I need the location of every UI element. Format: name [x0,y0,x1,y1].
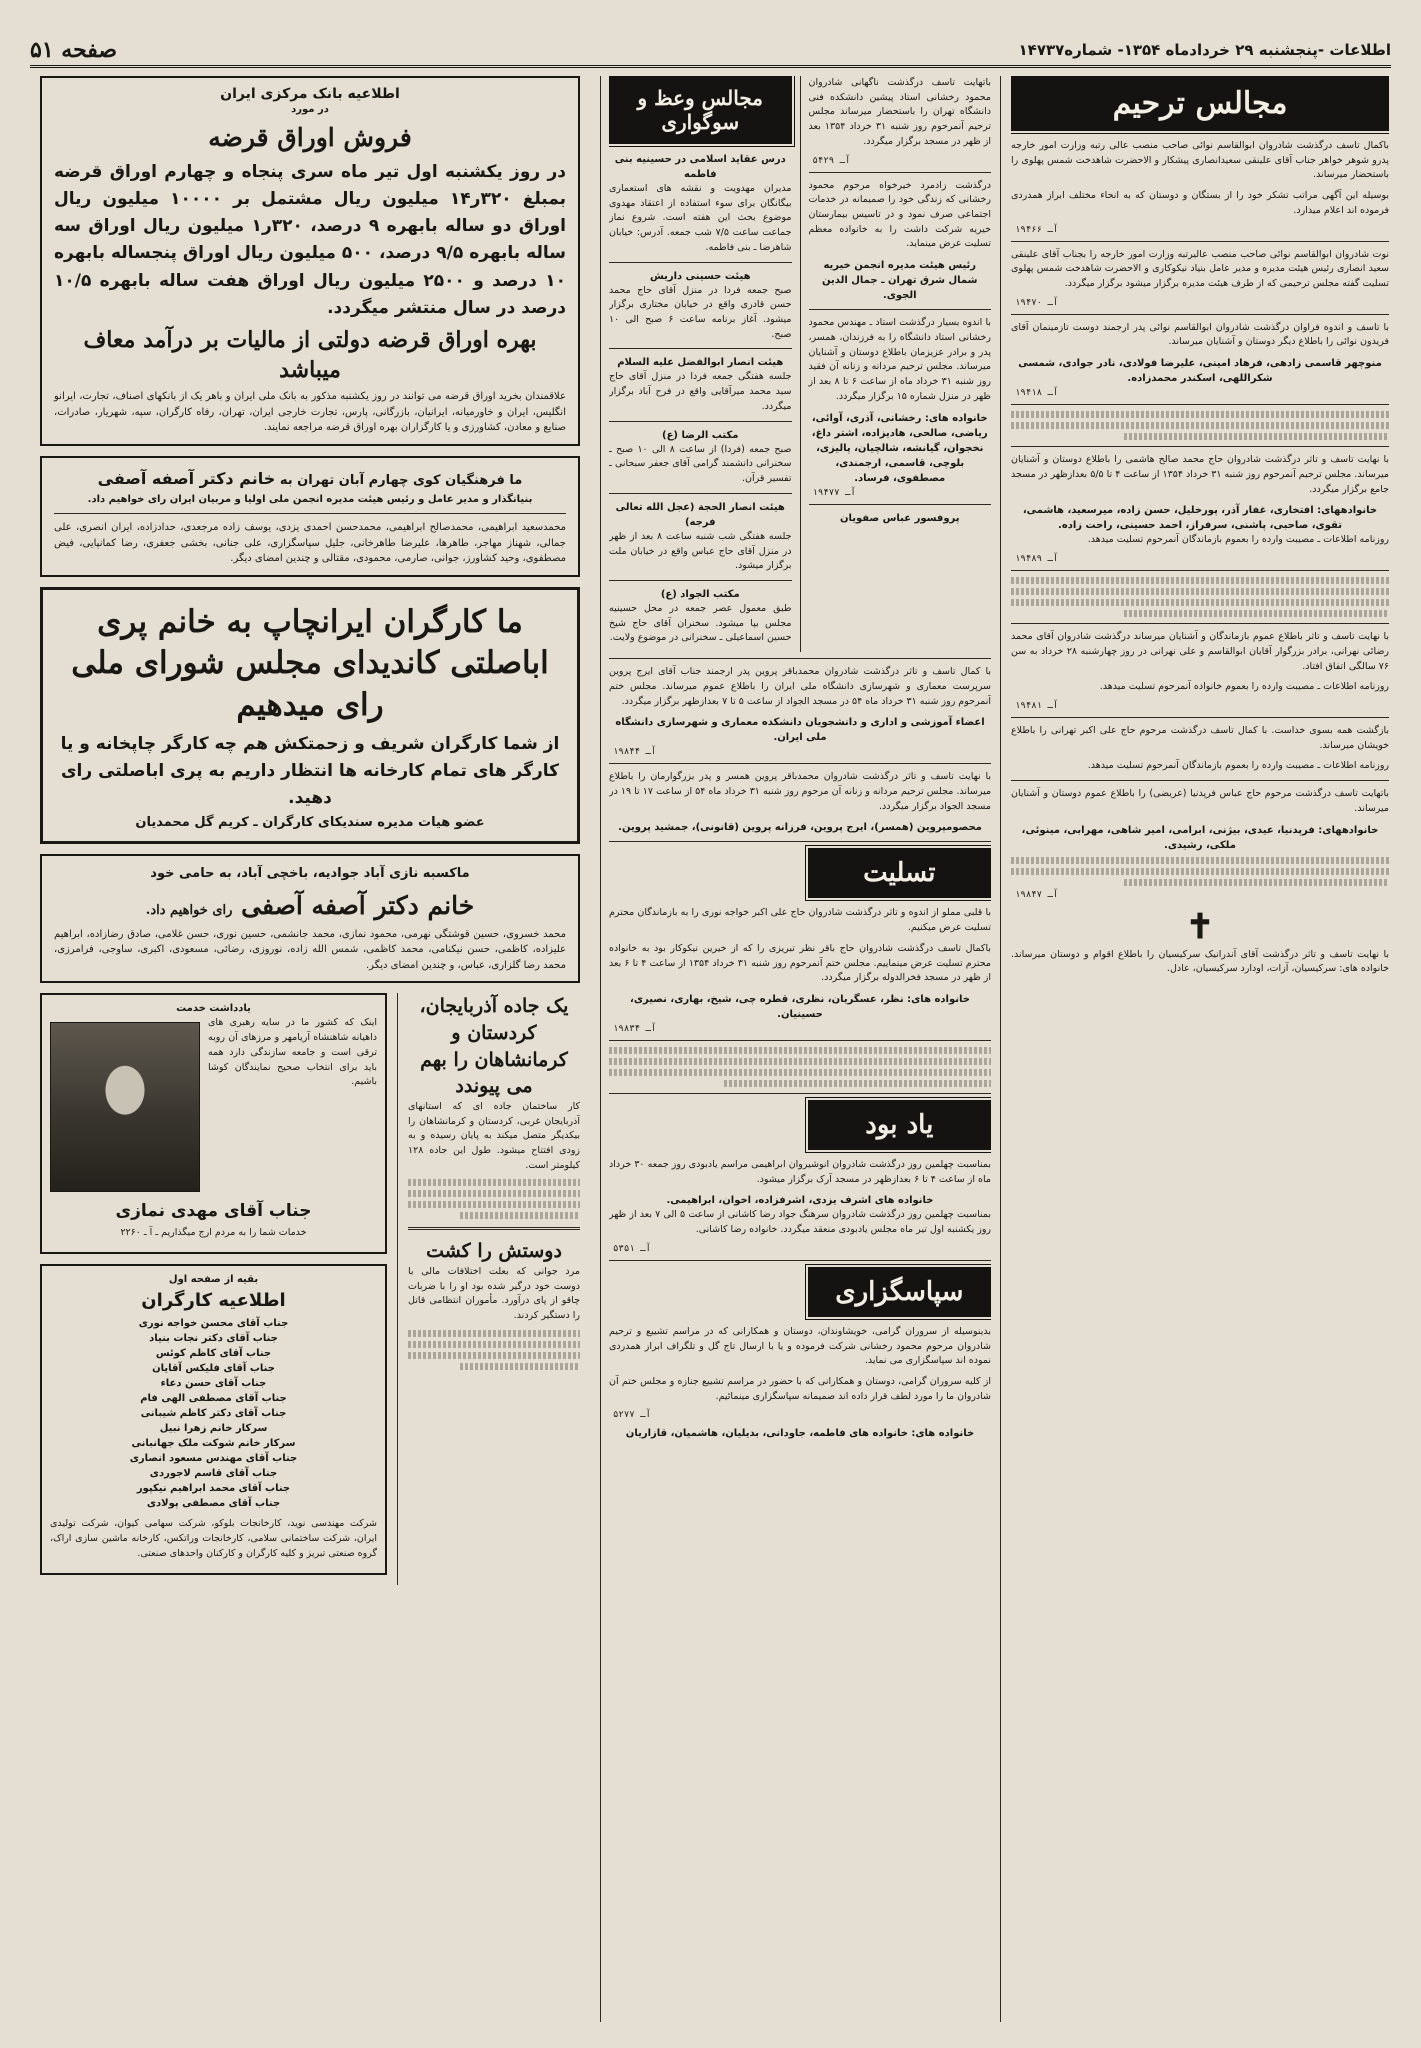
vaz-body: مدیران مهدویت و نقشه های استعماری بیگانگان برای سوء استفاده از اعتقاد مهدوی موضوع بحث این هفته است. شروع نماز جماعت ساعت ۷/۵ شب جمعه. آدرس: خیابان شاهرضا ـ بنی فاطمه. [609,183,792,253]
workers-notice [40,1264,387,1575]
notice-code: آـ ۱۹۴۱۸ [1015,388,1059,399]
divider [609,658,991,659]
notice-text: با قلبی مملو از اندوه و تاثر درگذشت شادروان حاج علی اکبر خواجه نوری را به بازماندگان محترم تسلیت عرض میکنیم. [609,907,991,934]
notice-names: خانوادههای: افتخاری، غفار آذر، پورخلیل، حسن زاده، میرسعید، هاشمی، تقوی، صاحبی، پاشنی، سرفراز، احمد حسینی، راحت زاده. [1022,505,1378,532]
text-line [1124,433,1389,440]
divider [1011,717,1389,718]
notice-body: شرکت مهندسی نوید، کارخانجات بلوکو، شرکت سهامی کیوان، شرکت تولیدی ایران، شرکت ساختمانی سلامی، کارخانجات وراتکس، کارخانه ماشین سازی اراک، گروه صنعتی تبریز و کلیه کارگران و کارکنان واحدهای صنعتی. [50,1518,377,1559]
notice-names: محصومپروین (همسر)، ایرج پروین، فرزانه پروین (قانونی)، جمشید پروین. [618,822,982,834]
column-rule [600,76,601,2022]
text-line [1124,610,1389,617]
page-number: صفحه ۵۱ [30,36,118,63]
ads-sub [40,993,387,1585]
vaz-head: مکتب الرضا (ع) [662,429,739,441]
divider [609,262,792,263]
divider [609,1260,991,1261]
ads-column [40,76,580,2022]
text-line [1124,879,1389,886]
text-line [408,1201,580,1208]
vaz-body: صبح جمعه (فردا) از ساعت ۸ الی ۱۰ صبح ـ سخنرانی دانشمند گرامی آقای جعفر سبحانی ـ تفسیر قرآن. [609,443,792,485]
tarhim-column [1011,76,1389,2022]
vaz-body: طبق معمول عصر جمعه در محل حسینیه مجلس بپا میشود. سخنران آقای حاج شیخ حسین اسماعیلی ـ سخنرانی در موضوع ولایت. [609,602,792,644]
notice-text: درگذشت زادمرد خیرخواه مرحوم محمود رخشانی که زندگی خود را صمیمانه در خدمات اجتماعی صرف نمود و در تاسیس بیمارستان خیریه شرکت داشت را به خانواده معظم تسلیت عرض مینماید. [808,179,991,250]
notice-code: آـ ۱۹۸۳۴ [613,1024,657,1034]
issue-line: اطلاعات -پنجشنبه ۲۹ خردادماه ۱۳۵۴- شماره۱۴۷۳۷ [1018,40,1391,59]
text-line [1011,577,1389,584]
notice-name: جناب آقای حسن دعاء [160,1378,267,1390]
divider [609,493,792,494]
notice-title: اطلاعیه کارگران [141,1290,286,1312]
notice-sign: رئیس هیئت مدیره انجمن خیریه شمال شرق تهران ـ جمال الدین الجوی. [822,260,978,302]
portrait-photo [50,1022,200,1192]
vaz-banner: مجالس وعظ و سوگواری [609,76,792,144]
ad-body: بنیانگذار و مدیر عامل و رئیس هیئت مدیره انجمن ملی اولیا و مربیان ایران رای خواهیم داد. [87,493,533,505]
notice-code: آـ ۱۹۸۴۷ [1015,889,1059,900]
ad-sign: عضو هیات مدیره سندیکای کارگران ـ کریم گل محمدیان [135,814,485,830]
notice-names: منوچهر قاسمی زادهی، فرهاد امینی، علیرضا فولادی، نادر جوادی، شمسی شکراللهی، اسکندر محمدزاده. [1018,358,1382,385]
notice-sign: اعضاء آموزشی و اداری و دانشجویان دانشکده معماری و شهرسازی دانشگاه ملی ایران. [615,717,985,744]
text-line [1011,422,1389,429]
divider [1011,446,1389,447]
text-line [609,1069,991,1076]
notice-names: خانواده های: نظر، عسگریان، نظری، قطره چی، شیخ، بهاری، نصیری، حسینیان. [630,994,970,1020]
vaz-body: جلسه هفتگی شب شنبه ساعت ۸ بعد از ظهر در منزل آقای حاج عباس واقع در خیابان ملت برگزار میشود. [609,530,792,572]
notice-text: بدینوسیله از سروران گرامی، خویشاوندان، دوستان و همکارانی که در مراسم تشییع و ترحیم شادروان مرحوم محمود رخشانی شرکت فرموده و یا با ارسال تاج گل و تلگراف ابراز همدردی نموده اند سپاسگزاری می نماید. [609,1325,991,1367]
notice-code: آـ ۵۲۷۷ [613,1410,651,1421]
notice-code: آـ ۱۹۸۴۴ [613,747,657,758]
news-headline: یک جاده آذربایجان، کردستان و کرمانشاهان را بهم می پیوندد [419,995,569,1098]
notice-name: جناب آقای محسن خواجه نوری [138,1318,289,1330]
divider [1011,780,1389,781]
ad-title: اطلاعیه بانک مرکزی ایران [220,86,400,102]
notice-text: باکمال تاسف درگذشت شادروان حاج باقر نظر تبریزی را که از خیرین نیکوکار بود به خانواده محترم تسلیت عرض مینماییم. مجلس ختم آنمرحوم روز شنبه ۳۱ خرداد ۱۳۵۴ از ساعت ۴ تا ۶ بعد از ظهر در مسجد فخرالدوله برگزار میگردد. [609,942,991,984]
notice-code: آـ ۱۹۴۷۰ [1015,297,1059,308]
sepas-banner: سپاسگزاری [808,1267,991,1317]
notice-text: روزنامه اطلاعات ـ مصیبت وارده را بعموم خانواده آنمرحوم تسلیت میدهد. [1099,681,1389,693]
divider [809,172,992,173]
notice-text: بوسیله این آگهی مراتب تشکر خود را از بستگان و دوستان که به انحاء مختلف ابراز همدردی فرموده اند اعلام میدارد. [1011,190,1389,216]
text-line [460,1363,580,1370]
divider [609,841,991,842]
text-line [408,1179,580,1186]
notice-name: جناب آقای قاسم لاجوردی [149,1468,278,1480]
text-line [408,1352,580,1359]
notice-text: از کلیه سروران گرامی، دوستان و همکارانی که با حضور در مراسم تشییع جنازه و مجلس ختم آن شادروان ما را مورد لطف قرار داده اند صمیمانه سپاسگزاری مینمائیم. [609,1376,991,1402]
notice-name: جناب آقای محمد ابراهیم نیکپور [136,1483,291,1495]
news-sub [408,993,580,1585]
namazi-ad [40,993,387,1254]
notice-names: خانواده های: رخشانی، آذری، آوائی، ریاضی، صالحی، هادیزاده، اشتر داغ، نخجوان، گیانشه، شالچیان، پالیزی، بلوچی، قاسمی، ارجمندی، مصطفوی، فرساد. [811,412,988,484]
vaz-head: مکتب الجواد (ع) [660,588,740,600]
news-headline: دوستش را کشت [426,1240,562,1263]
vaz-body: صبح جمعه فردا در منزل آقای حاج محمد حسن قادری واقع در خیابان مختاری برگزار میشود. آغاز برنامه ساعت ۶ صبح الی ۱۰ صبح. [609,284,792,340]
ad-sub: در مورد [291,104,329,115]
ad-caption: یادداشت خدمت [176,1003,251,1015]
notice-text: نوت شادروان ابوالقاسم نوائی صاحب منصب عالیرتبه وزارت امور خارجه را بجناب آقای علینقی سعید انصاری رئیس هیئت مدیره و مدیر عامل بنیاد نیکوکاری و الاحضرت شاهدخت شمس پهلوی تسلیت گفته مجلس ترحیمی که از طرف هیئت مدیره برگزار میشود برگزار میگردد. [1011,248,1389,290]
tasliat-banner: تسلیت [808,848,991,898]
middle-column [609,76,991,2022]
text-line [408,1341,580,1348]
notice-name: جناب آقای دکتر نجات بنیاد [149,1333,278,1345]
notice-names: خانواده های: خانواده های فاطمه، جاودانی، بدیلیان، هاشمیان، قازاریان [625,1428,975,1440]
text-line [408,1330,580,1337]
vaz-head: هیئت انصار ابوالفضل علیه السلام [617,357,784,369]
divider [1011,314,1389,315]
yadbud-banner: یاد بود [808,1100,991,1150]
notice-name: سرکار خانم شوکت ملک جهانبانی [131,1438,296,1450]
divider [609,580,792,581]
notice-text: با نهایت تاسف و تاثر درگذشت آقای آندرانیک سرکیسیان را باطلاع اقوام و دوستان میرساند. خانواده های: سرکیسیان، آزات، اودارد سرکیسیان، عادل. [1011,948,1389,975]
notice-text: باکمال تاسف درگذشت شادروان ابوالقاسم نوائی صاحب منصب عالی رتبه وزارت امور خارجه پدرو شوهر خواهر جناب آقای علینقی سعیدانصاری پیشکار و الاحضرت شاهدخت شمس پهلوی را باستحضار میرساند. [1011,140,1389,181]
divider [408,1227,580,1230]
candidate-name: خانم دکتر آصفه آصفی [97,468,276,488]
divider [609,421,792,422]
divider [1011,241,1389,242]
ads-bottom-split [40,993,580,1585]
text-line [1011,857,1389,864]
candidate-name: خانم دکتر آصفه آصفی رای خواهیم داد. [145,891,475,921]
cross-icon: ✝ [1185,906,1215,947]
vaz-body: جلسه هفتگی جمعه فردا در منزل آقای حاج سید محمد میرآقایی واقع در فرح آباد برگزار میگردد. [609,371,792,412]
vaz-head: هیئت انصار الحجة (عجل الله تعالی فرجه) [615,501,785,528]
text-line [1011,411,1389,418]
vaz-head: هیئت حسینی داریش [649,270,751,282]
ad-body: در روز یکشنبه اول تیر ماه سری پنجاه و چهارم اوراق قرضه بمبلغ ۳۲۰ر۱۴ میلیون ریال مشتمل بر ۱۰۰۰۰ میلیون ریال اوراق دو ساله بابهره ۹ درصد، ۳۲۰ر۱ میلیون ریال اوراق سه ساله بابهره ۹/۵ درصد، ۵۰۰ میلیون ریال اوراق پنجساله بابهره ۱۰ درصد و ۲۵۰۰ میلیون ریال اوراق هفت ساله بابهره ۱۰/۵ درصد در سال منتشر میگردد. [54,161,566,318]
notice-text: بمناسبت چهلمین روز درگذشت شادروان انوشیروان ابراهیمی مراسم یادبودی روز جمعه ۳۰ خرداد ماه از ساعت ۴ تا ۶ بعدازظهر در مسجد آرک برگزار میشود. [609,1159,991,1185]
text-line [1011,868,1389,875]
workers-ad [40,587,580,845]
ad-foot: علاقمندان بخرید اوراق قرضه می توانند در روز یکشنبه مذکور به بانک ملی ایران و باهر یک از بانکهای اصناف، تجارت، ایرانو انگلیس، ایران و خاورمیانه، ایرانیان، بازرگانی، پارس، تجارت خارجی ایران، تهران، رفاه کارگران، سپه، شهریار، صادرات، صنایع و معادن، کشاورزی و یا کارگزاران بهره اوراق قرضه مراجعه نمایند. [54,391,566,434]
notice-text: بازگشت همه بسوی خداست. با کمال تاسف درگذشت مرحوم حاج علی اکبر تهرانی را باطلاع خویشان میرساند. [1011,724,1389,751]
notice-text: با نهایت تاسف و تاثر درگذشت شادروان حاج محمد صالح هاشمی را باطلاع دوستان و آشنایان میرساند. مجلس ترحیم آنمرحوم روز شنبه ۳۱ خرداد ۱۳۵۴ از ساعت ۴ تا ۵/۵ بعدازظهر در مسجد جامع برگزار میگردد. [1011,454,1389,495]
divider [809,309,992,310]
notice-text: با نهایت تاسف و تاثر درگذشت شادروان محمدباقر پروین همسر و پدر بزرگوارمان را باطلاع میرساند. مجلس ترحیم مردانه و زنانه آن مرحوم روز شنبه ۳۱ خرداد ماه ۵۴ از ساعت ۱۷ تا ۱۹ در مسجد الجواد برگزار میگردد. [609,771,991,812]
notice-name: جناب آقای مهندس مسعود انصاری [129,1453,298,1465]
divider [609,1093,991,1094]
divider [609,1040,991,1041]
news-body: کار ساختمان جاده ای که استانهای آذربایجان غربی، کردستان و کرمانشاهان را بیکدیگر متصل میکند به پایان رسیده و به زودی افتتاح میشود. طول این جاده ۱۲۸ کیلومتر است. [408,1100,580,1171]
text-line [1011,599,1389,606]
notice-sub: بقیه از صفحه اول [168,1274,259,1286]
notice-names: خانواده های اشرف یزدی، اشرفزاده، اخوان، ابراهیمی. [666,1195,934,1207]
ad-headline: ما کارگران ایرانچاپ به خانم پری اباصلتی کاندیدای مجلس شورای ملی رای میدهیم [71,603,549,724]
asefi-ad-2 [40,854,580,983]
notice-text: با تاسف و اندوه فراوان درگذشت شادروان ابوالقاسم نوائی پدر ارجمند دوست تازمینمان آقای فریدون نوائی را باطلاع دیگر دوستان و آشنایان میرساند. [1011,321,1389,348]
candidate-name: جناب آقای مهدی نمازی [115,1201,312,1222]
notice-text: بمناسبت چهلمین روز درگذشت شادروان سرهنگ جواد رضا کاشانی از ساعت ۵ الی ۷ بعد از ظهر روز یکشنبه اول تیر ماه مجلس یادبودی منعقد میگردد. خانواده رضا کاشانی. [609,1209,991,1236]
tarhim-banner: مجالس ترحیم [1011,76,1389,131]
notice-text: روزنامه اطلاعات ـ مصیبت وارده را بعموم بازماندگان آنمرحوم تسلیت میدهد. [1087,760,1389,772]
divider [609,348,792,349]
ad-signatories: محمدسعید ابراهیمی، محمدصالح ابراهیمی، محمدحسن احمدی یزدی، یوسف زاده مرجعدی، حدادزاده، ایران انصری، علی جمالی، شهناز مهاجر، طاهرها، علیرضا طاهرخانی، جلیل سپاسگزاری، علی جنانی، بخشی جعفری، رضا کمانپایی، فیض مصطفوی، وحید کشاورز، جوانی، صارمی، محمودی، مقتالی و چندین امضای دیگر. [54,522,566,565]
divider [809,504,992,505]
middle-right-sub [809,76,992,652]
notice-text: با نهایت تاسف و تاثر باطلاع عموم بازماندگان و آشنایان میرساند درگذشت شادروان آقای محمد رضائی نهرانی، برادر بزرگوار آقایان ابوالقاسم و علی نهرانی در روز چهارشنبه ۲۸ خرداد به سن ۷۶ سالگی اتفاق افتاد. [1011,631,1389,672]
notice-name: جناب آقای مصطفی پولادی [146,1498,281,1510]
ad-signatories: محمد خسروی، حسین قوشتگی نهرمی، محمود نمازی، محمد جانشمی، حسین نوری، حسن غلامی، صادق رضازاده، ابراهیم علیزاده، کاظمی، حسن نیکنامی، محمد کاظمی، شمس الله زاده، نوروزی، رضائی، مسعودی، اکبری، ساوجی، فرامرزی، محمد رضا گلزاری، عباس، و چندین امضای دیگر. [54,928,566,971]
notice-name: جناب آقای مصطفی الهی فام [140,1393,287,1405]
notice-text: با اندوه بسیار درگذشت استاد ـ مهندس محمود رخشانی استاد دانشگاه را به فرزندان، همسر، پدر و برادر عزیزمان باطلاع دوستان و آشنایان میرساند. مجلس ترحیم مردانه و زنانه آن فقید روز شنبه ۳۱ خرداد ماه از ساعت ۶ تا ۸ بعد از ظهر در منزل شماره ۱۵ برگزار میگردد. [808,317,991,402]
column-rule [800,76,801,652]
ad-tail: خدمات شما را به مردم ارج میگذاریم ـ آ ـ ۲۲۶۰ [120,1226,307,1238]
text-line [609,1058,991,1065]
column-rule [397,993,398,1585]
ad-body: اینک که کشور ما در سایه رهبری های داهیانه شاهنشاه آریامهر و مرزهای آن روبه ترقی است و جامعه سازندگی دارد همه باید برای انتخاب صحیح نمایندگان کوشا باشیم. [208,1017,377,1088]
notice-text: روزنامه اطلاعات ـ مصیبت وارده را بعموم بازماندگان آنمرحوم تسلیت میدهد. [1087,534,1389,546]
central-bank-ad [40,76,580,446]
notice-text: با کمال تاسف و تاثر درگذشت شادروان محمدباقر پروین پدر ارجمند جناب آقای ایرج پروین سرپرست معماری و شهرسازی دانشگاه ملی ایران را باطلاع عموم میرساند. مجلس ختم آنمرحوم روز شنبه ۳۱ خرداد ماه ۵۴ در مسجد الجواد از ساعت ۵ تا ۷ بعدازظهر برگزار میگردد. [609,666,991,707]
ad-intro: ما فرهنگیان کوی چهارم آبان تهران به خانم دکتر آصفه آصفی [97,468,523,488]
notice-name: جناب آقای دکتر کاظم شیبانی [140,1408,287,1420]
text-line [609,1047,991,1054]
notice-code: آـ ۱۹۴۸۱ [1015,700,1059,711]
ad-headline-2: بهره اوراق قرضه دولتی از مالیات بر درآمد معاف میباشد [83,326,537,383]
notice-name: سرکار خانم زهرا نبیل [159,1423,268,1435]
vaz-sub [609,76,792,652]
notice-code: آـ ۱۹۴۶۶ [1015,224,1059,235]
notice-name: جناب آقای کاظم کوئس [155,1348,272,1360]
divider [1011,623,1389,624]
notice-name: جناب آقای فلیکس آقایان [152,1363,275,1375]
asefi-ad [40,456,580,577]
vaz-head: درس عقاید اسلامی در حسینیه بنی فاطمه [614,154,786,180]
masthead [30,34,1391,68]
divider [1011,404,1389,405]
divider [1011,570,1389,571]
notice-sign: پروفسور عباس صفویان [839,512,960,524]
notice-code: آـ ۱۹۴۷۷ [812,487,856,498]
photo-row [50,1016,377,1198]
middle-split [609,76,991,652]
notice-code: آـ ۵۴۲۹ [812,155,851,166]
news-body: مرد جوانی که بعلت اختلافات مالی با دوست خود درگیر شده بود او را با ضربات چاقو از پای درآورد. مأموران انتظامی قاتل را دستگیر کردند. [408,1266,580,1322]
divider [609,763,991,764]
text-line [724,1080,991,1087]
notice-code: آـ ۱۹۴۸۹ [1015,554,1059,565]
text-line [1011,588,1389,595]
divider [54,513,566,514]
column-rule [1000,76,1001,2022]
ad-body: از شما کارگران شریف و زحمتکش هم چه کارگر چاپخانه و یا کارگر های تمام کارخانه ها انتظار داریم به پری اباصلتی رای دهید. [60,734,560,809]
text-line [460,1212,580,1219]
notice-names: خانوادههای: فرپدنیا، عیدی، بیژنی، ابرامی، امیر شاهی، مهرابی، مینوئی، ملکی، رشیدی. [1021,824,1379,851]
text-line [408,1190,580,1197]
ad-headline: فروش اوراق قرضه [208,123,412,152]
ad-intro: ماکسبه نازی آباد جوادیه، باخچی آباد، به حامی خود [150,866,470,882]
notice-code: آـ ۵۳۵۱ [613,1243,651,1254]
notice-text: باتهایت تاسف درگذشت ناگهانی شادروان محمود رخشانی استاد پیشین دانشکده فنی دانشگاه تهران را باستحضار میرساند مجلس ترحیم آنمرحوم روز شنبه ۳۱ خرداد ۱۳۵۴ بعد از ظهر در مسجد برگزار میگردد. [808,77,991,147]
notice-text: باتهایت تاسف درگذشت مرحوم حاج عباس فرپدنیا (عریضی) را باطلاع عموم دوستان و آشنایان میرساند. [1011,788,1389,814]
